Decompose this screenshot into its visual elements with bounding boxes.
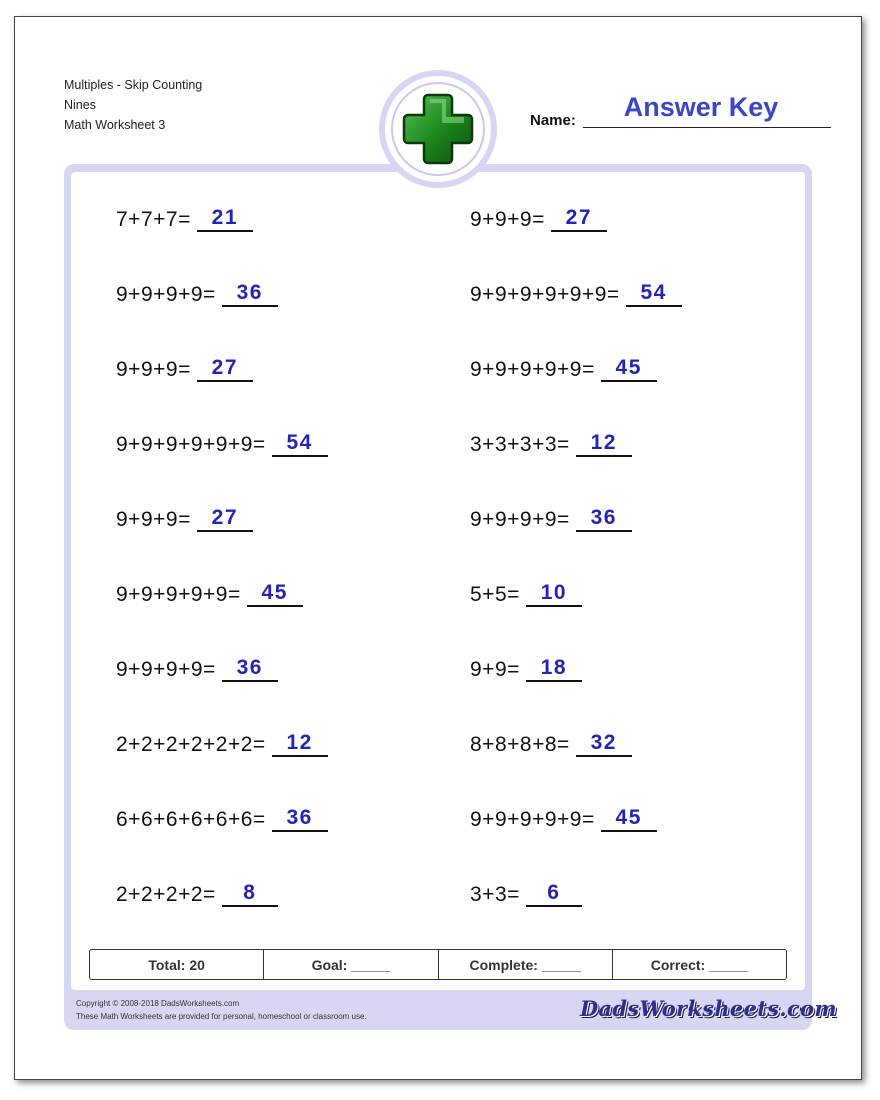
name-value: Answer Key: [623, 92, 779, 122]
problem-answer: 36: [576, 506, 632, 532]
problem-item: [470, 806, 657, 832]
problem-answer: 45: [601, 356, 657, 382]
problem-answer: 27: [551, 206, 607, 232]
problem-expression: 2+2+2+2=: [116, 883, 216, 906]
problem-expression: 9+9+9+9=: [470, 508, 570, 531]
problem-item: [116, 731, 328, 757]
problem-item: [116, 656, 278, 682]
problem-answer: 45: [601, 806, 657, 832]
problem-expression: 3+3=: [470, 883, 520, 906]
problem-expression: 8+8+8+8=: [470, 733, 570, 756]
problem-answer: 54: [272, 431, 328, 457]
score-correct: Correct: _____: [650, 956, 749, 973]
problem-expression: 6+6+6+6+6+6=: [116, 808, 266, 831]
problem-expression: 5+5=: [470, 583, 520, 606]
problem-expression: 9+9+9+9+9=: [470, 808, 595, 831]
problem-expression: 9+9+9+9=: [116, 283, 216, 306]
plus-icon: [398, 89, 478, 169]
problem-item: [470, 881, 582, 907]
worksheet-subtopic: Nines: [64, 98, 96, 112]
problem-expression: 9+9+9+9+9+9=: [116, 433, 266, 456]
problem-item: [470, 431, 632, 457]
problem-answer: 8: [222, 881, 278, 907]
brand-logo: DadsWorksheets.com: [580, 996, 837, 1021]
problem-answer: 45: [247, 581, 303, 607]
problem-item: [116, 206, 253, 232]
problem-answer: 10: [526, 581, 582, 607]
problem-answer: 36: [222, 281, 278, 307]
name-label: Name:: [530, 112, 576, 129]
problem-answer: 54: [626, 281, 682, 307]
problem-answer: 21: [197, 206, 253, 232]
problem-item: [116, 356, 253, 382]
problem-item: [470, 731, 632, 757]
problem-expression: 9+9+9=: [470, 208, 545, 231]
worksheet-topic: Multiples - Skip Counting: [64, 78, 203, 92]
problem-item: [470, 581, 582, 607]
problem-expression: 7+7+7=: [116, 208, 191, 231]
logo-badge: [379, 70, 497, 188]
score-goal: Goal: _____: [264, 950, 438, 979]
score-box: [89, 949, 787, 980]
problem-expression: 9+9+9=: [116, 358, 191, 381]
problem-item: [470, 356, 657, 382]
problem-answer: 36: [272, 806, 328, 832]
problem-item: [470, 656, 582, 682]
problem-answer: 18: [526, 656, 582, 682]
name-line: [583, 127, 831, 128]
problem-item: [116, 281, 278, 307]
problem-answer: 32: [576, 731, 632, 757]
problem-expression: 9+9+9+9+9+9=: [470, 283, 620, 306]
problem-expression: 3+3+3+3=: [470, 433, 570, 456]
problem-item: [116, 506, 253, 532]
problem-item: [116, 431, 328, 457]
problem-answer: 36: [222, 656, 278, 682]
problem-item: [470, 206, 607, 232]
problem-answer: 12: [576, 431, 632, 457]
problem-item: [116, 581, 303, 607]
problem-expression: 2+2+2+2+2+2=: [116, 733, 266, 756]
problem-answer: 12: [272, 731, 328, 757]
problem-expression: 9+9=: [470, 658, 520, 681]
problem-expression: 9+9+9=: [116, 508, 191, 531]
usage-notice: These Math Worksheets are provided for personal, homeschool or classroom use.: [76, 1012, 367, 1021]
problem-answer: 27: [197, 356, 253, 382]
score-complete: Complete: _____: [439, 950, 613, 979]
problem-expression: 9+9+9+9=: [116, 658, 216, 681]
copyright-text: Copyright © 2008-2018 DadsWorksheets.com: [76, 999, 240, 1008]
problem-answer: 6: [526, 881, 582, 907]
problem-item: [116, 806, 328, 832]
problem-expression: 9+9+9+9+9=: [470, 358, 595, 381]
score-total: Total: 20: [90, 950, 264, 979]
problem-expression: 9+9+9+9+9=: [116, 583, 241, 606]
problem-item: [116, 881, 278, 907]
problem-answer: 27: [197, 506, 253, 532]
worksheet-number: Math Worksheet 3: [64, 118, 166, 132]
problem-item: [470, 506, 632, 532]
problem-item: [470, 281, 682, 307]
